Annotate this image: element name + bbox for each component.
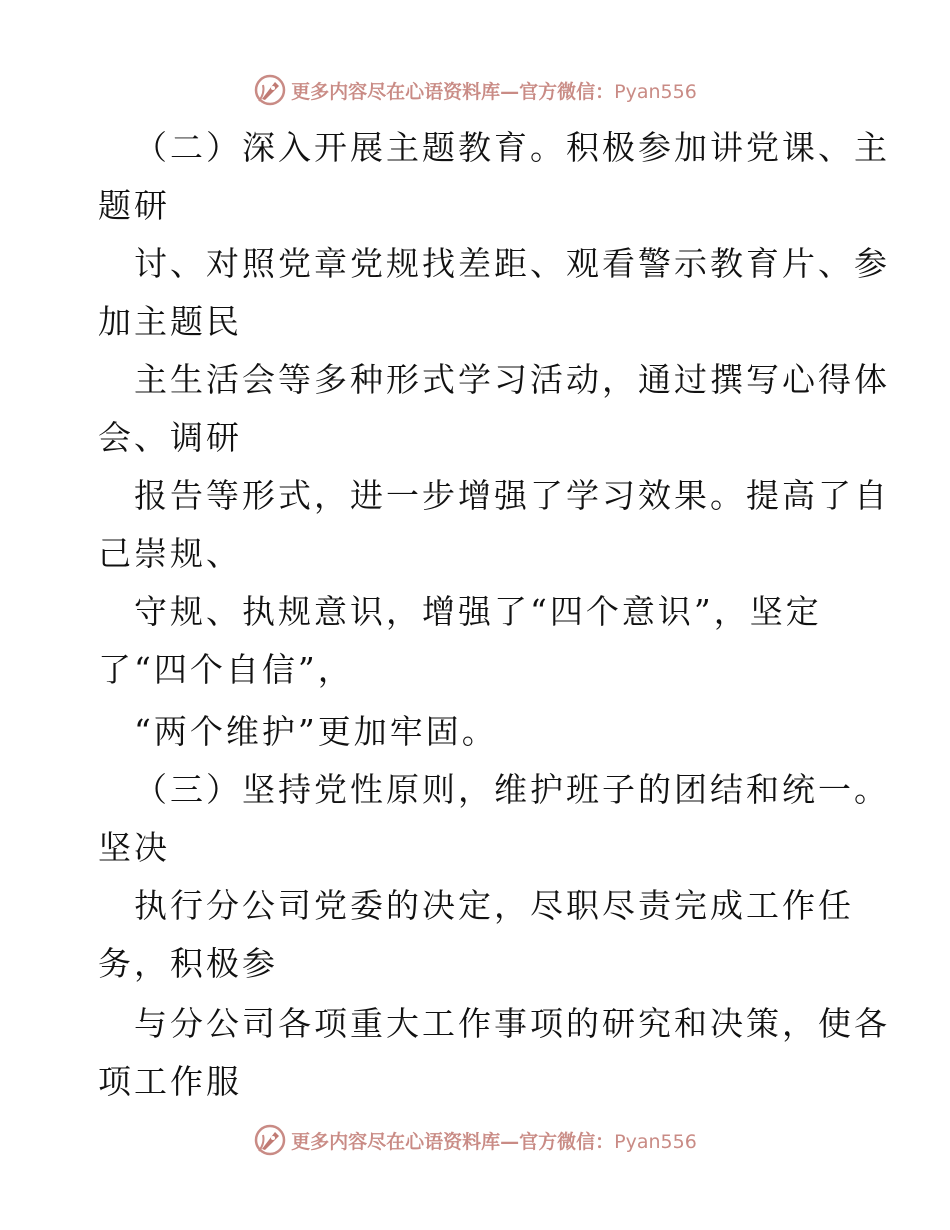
text-line: 与分公司各项重大工作事项的研究和决策，使各 (134, 1004, 890, 1043)
text-line: 加主题民 (98, 302, 242, 341)
text-line: 报告等形式，进一步增强了学习效果。提高了自 (134, 476, 890, 515)
text-line: “两个维护”更加牢固。 (134, 712, 498, 751)
pen-nib-logo-icon (253, 73, 287, 107)
text-line: （三）坚持党性原则，维护班子的团结和统一。 (134, 770, 890, 809)
text-line: （二）深入开展主题教育。积极参加讲党课、主 (134, 128, 890, 167)
text-line: 守规、执规意识，增强了“四个意识”，坚定 (134, 592, 822, 631)
text-line: 讨、对照党章党规找差距、观看警示教育片、参 (134, 244, 890, 283)
text-line: 主生活会等多种形式学习活动，通过撰写心得体 (134, 360, 890, 399)
text-line: 项工作服 (98, 1062, 242, 1101)
header-watermark (0, 70, 950, 110)
text-line: 坚决 (98, 828, 170, 867)
text-line: 会、调研 (98, 418, 242, 457)
footer-watermark (0, 1120, 950, 1160)
pen-nib-logo-icon (253, 1123, 287, 1157)
text-line: 了“四个自信”， (98, 650, 354, 689)
text-line: 题研 (98, 186, 170, 225)
watermark-text: 更多内容尽在心语资料库—官方微信：Pyan556 (291, 80, 697, 103)
watermark-text: 更多内容尽在心语资料库—官方微信：Pyan556 (291, 1130, 697, 1153)
text-line: 己崇规、 (98, 534, 242, 573)
text-line: 务，积极参 (98, 944, 278, 983)
text-line: 执行分公司党委的决定，尽职尽责完成工作任 (134, 886, 854, 925)
